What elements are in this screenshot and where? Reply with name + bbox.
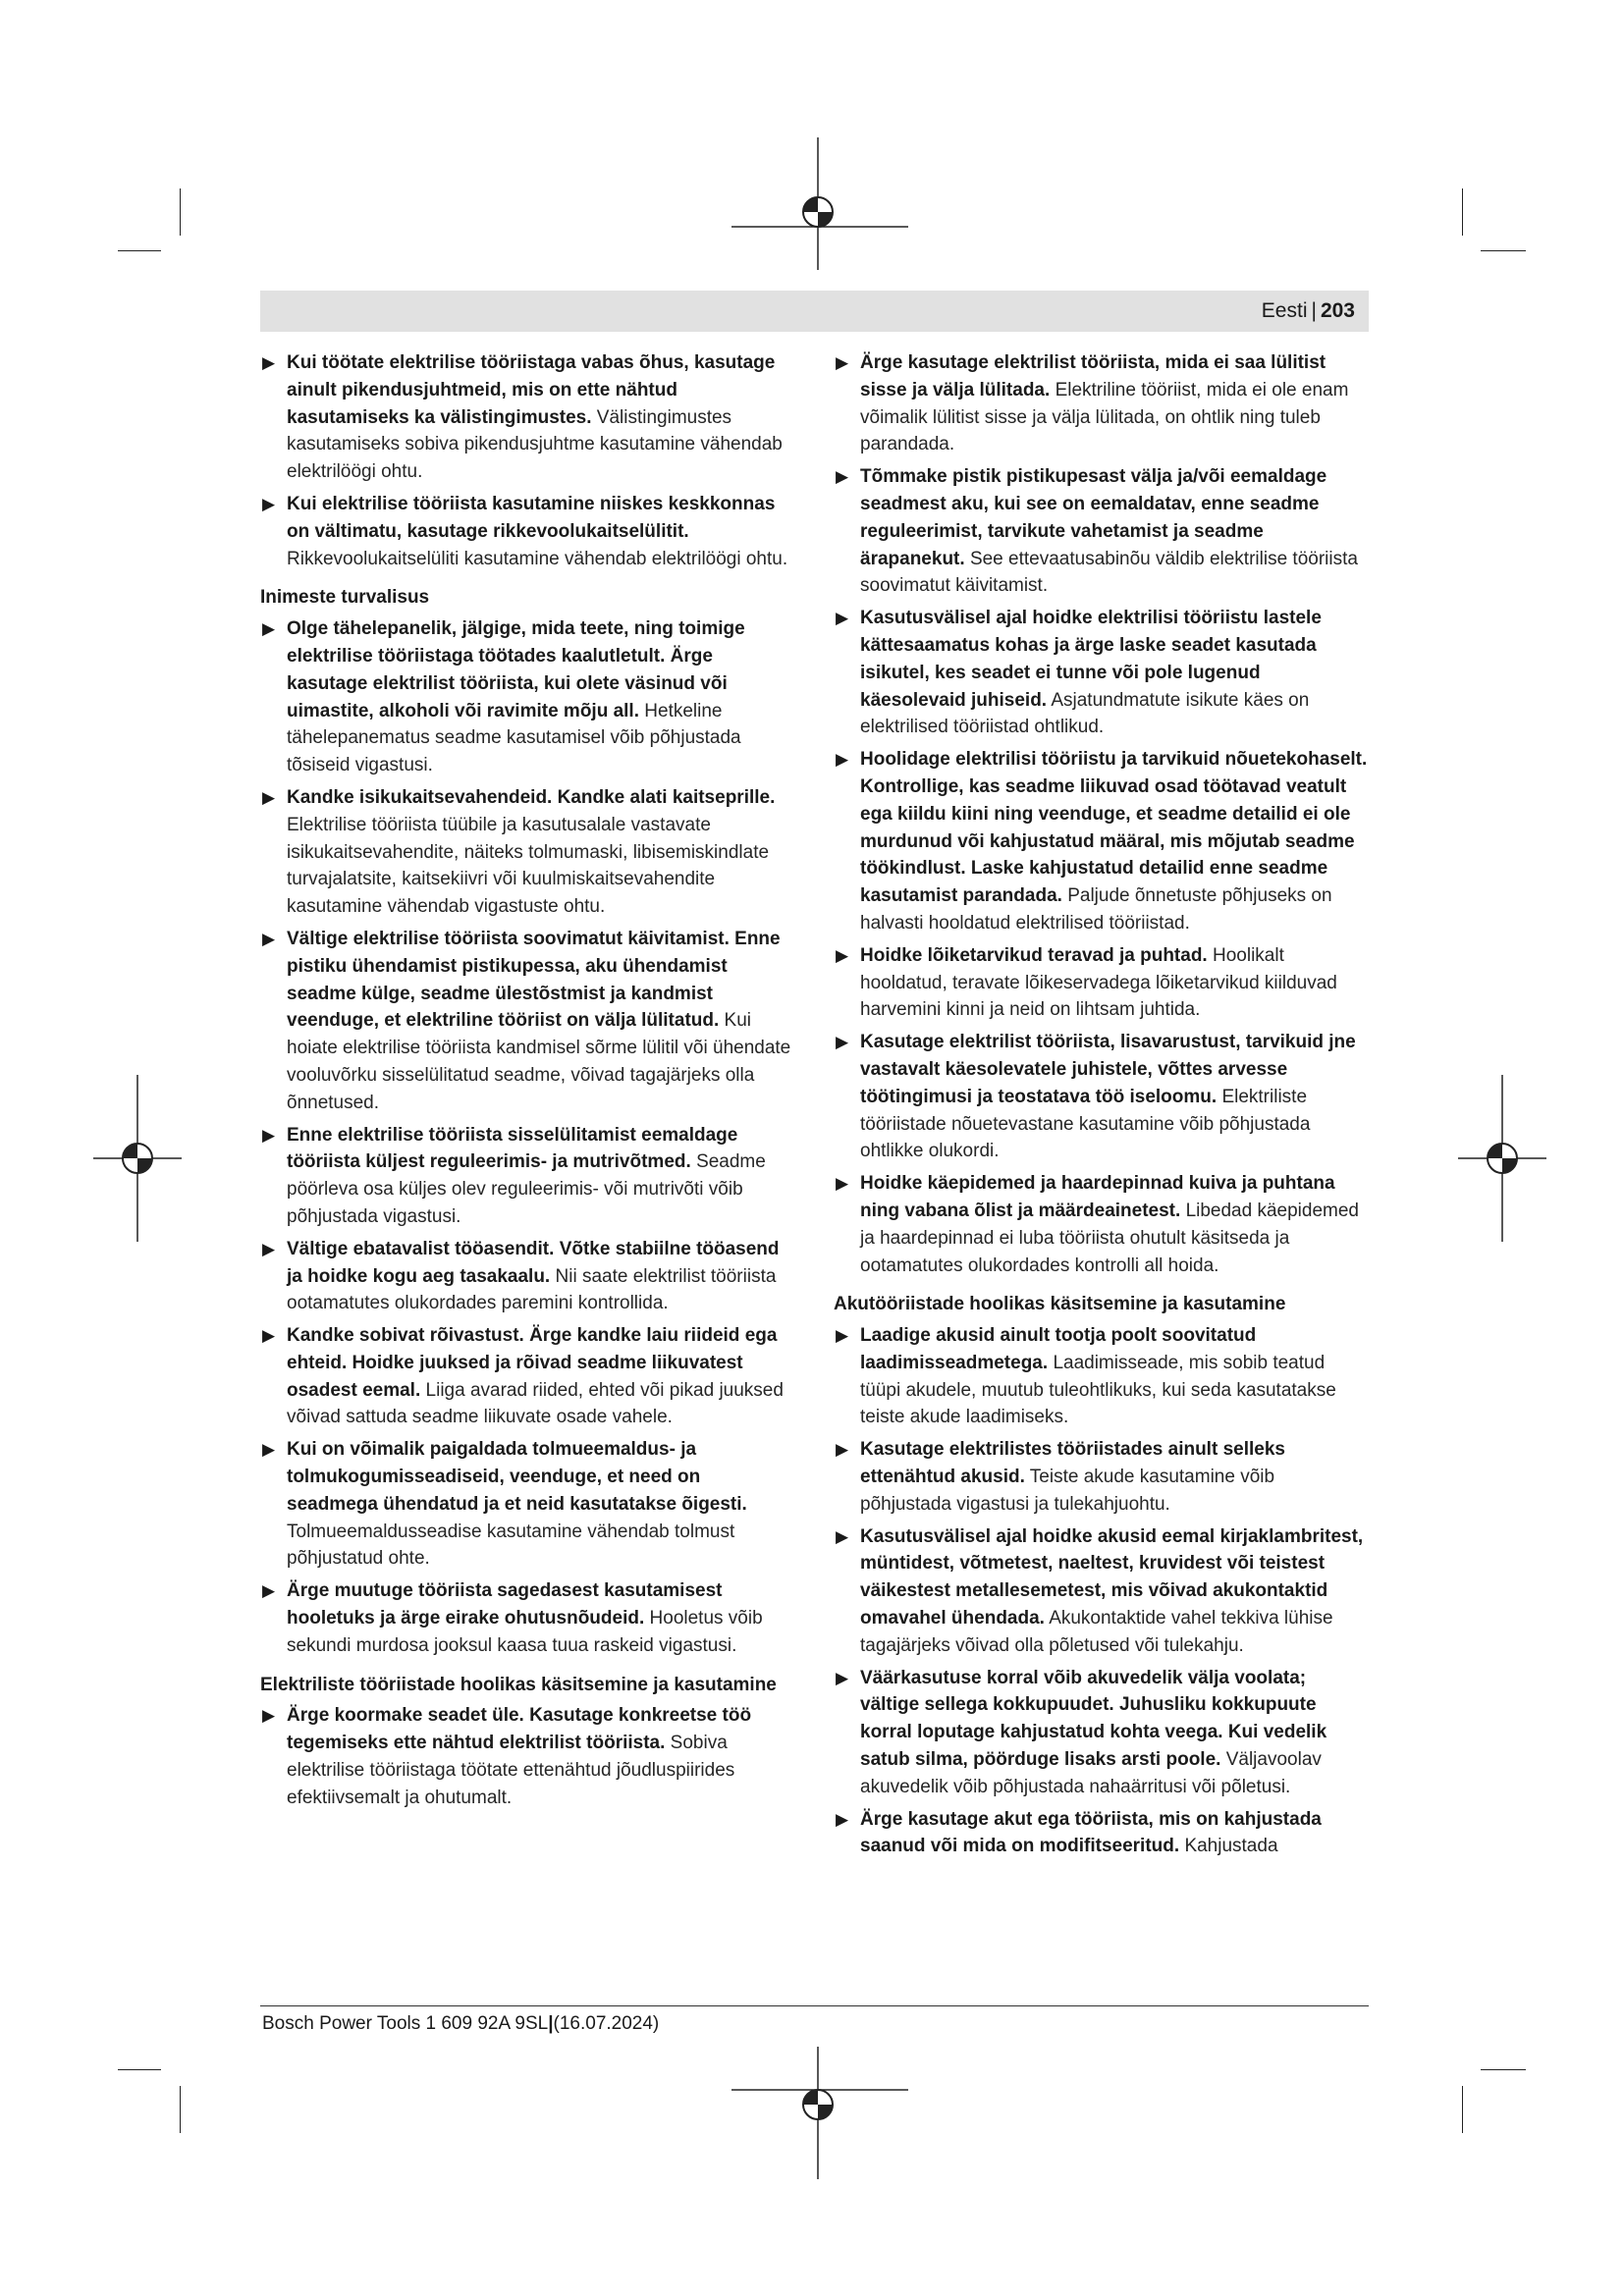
bullet-arrow-icon: ▶ [836,1326,849,1346]
bullet-list [260,615,795,1659]
safety-instruction [834,1029,1369,1165]
bullet-arrow-icon: ▶ [836,1809,849,1829]
bullet-arrow-icon: ▶ [836,1526,849,1546]
instruction-bold-text: Kasutage elektrilistes tööriistades ainult selleks ettenähtud akusid. [860,1439,1285,1488]
instruction-bold-text: Hoidke lõiketarvikud teravad ja puhtad. [860,944,1208,966]
instruction-bold-text: Ärge kasutage elektrilist tööriista, mida ei saa lülitist sisse ja välja lülitada. [860,352,1326,400]
registration-mark-bottom [731,2047,908,2179]
instruction-explanation-text: Tolmueemaldusseadise kasutamine vähendab tolmust põhjustatud ohte. [287,1521,735,1570]
instruction-bold-text: Kui töötate elektrilise tööriistaga vabas õhus, kasutage ainult pikendusjuhtmeid, mis on ette nähtud kasutamiseks ka välistingimustes. [287,352,776,428]
instruction-bold-text: Kandke isikukaitsevahendeid. Kandke alati kaitseprille. [287,786,776,808]
footer-publisher: Bosch Power Tools 1 609 92A 9SL [262,2013,549,2034]
bullet-list [260,1702,795,1811]
instruction-explanation-text: Laadimisseade, mis sobib teatud tüüpi akudele, muutub tuleohtlikuks, kui seda kasutatakse teiste akude laadimiseks. [860,1352,1336,1428]
bullet-arrow-icon: ▶ [836,1668,849,1687]
bullet-arrow-icon: ▶ [262,1706,276,1726]
instruction-explanation-text: Kui hoiate elektrilise tööriista kandmisel sõrme lülitil või ühendate vooluvõrku sisselülitatud seadme, võivad tagajärjeks olla õnnetused. [287,1010,791,1113]
instruction-bold-text: Kandke sobivat rõivastust. Ärge kandke laiu riideid ega ehteid. Hoidke juuksed ja rõivad seadme liikuvatest osadest eemal. [287,1325,778,1401]
instruction-explanation-text: Välistingimustes kasutamiseks sobiva pikendusjuhtme kasutamine vähendab elektrilöögi ohtu. [287,406,783,483]
safety-instruction [834,349,1369,458]
instruction-explanation-text: Akukontaktide vahel tekkiva lühise tagajärjeks võivad olla põletused või tulekahju. [860,1608,1333,1656]
bullet-arrow-icon: ▶ [836,1033,849,1052]
safety-instruction [260,1122,795,1231]
page-header [260,291,1369,332]
instruction-explanation-text: Asjatundmatute isikute käes on elektrilised tööriistad ohtlikud. [860,689,1310,738]
section-heading-tool-use: Elektriliste tööriistade hoolikas käsitsemine ja kasutamine [260,1674,777,1695]
instruction-bold-text: Ärge kasutage akut ega tööriista, mis on kahjustada saanud või mida on modifitseeritud. [860,1808,1322,1857]
safety-instruction [834,1806,1369,1861]
footer-rule [260,2005,1369,2006]
bullet-arrow-icon: ▶ [262,1440,276,1460]
instruction-bold-text: Laadige akusid ainult tootja poolt soovitatud laadimisseadmetega. [860,1325,1257,1373]
safety-instruction [834,1665,1369,1801]
instruction-bold-text: Kasutage elektrilist tööriista, lisavarustust, tarvikuid jne vastavalt käesolevatele juhistele, võttes arvesse töötingimusi ja teostatava töö iseloomu. [860,1032,1356,1107]
bullet-arrow-icon: ▶ [836,467,849,487]
bullet-arrow-icon: ▶ [836,1440,849,1460]
bullet-arrow-icon: ▶ [262,494,276,513]
instruction-explanation-text: Teiste akude kasutamine võib põhjustada vigastusi ja tulekahjuohtu. [860,1467,1275,1515]
instruction-bold-text: Tõmmake pistik pistikupesast välja ja/või eemaldage seadmest aku, kui see on eemaldatav, enne seadme reguleerimist, tarvikute vahetamist ja seadme ärapanekut. [860,466,1327,569]
registration-mark-left [93,1075,182,1242]
instruction-bold-text: Vältige ebatavalist tööasendit. Võtke stabiilne tööasend ja hoidke kogu aeg tasakaalu. [287,1238,780,1287]
safety-instruction [260,1577,795,1659]
safety-instruction [260,1322,795,1431]
header-separator: | [1311,299,1317,322]
instruction-explanation-text: Paljude õnnetuste põhjuseks on halvasti hooldatud elektrilised tööriistad. [860,885,1332,934]
instruction-explanation-text: Elektriline tööriist, mida ei ole enam võimalik lülitist sisse ja välja lülitada, on ohtlik ning tuleb parandada. [860,379,1349,455]
instruction-bold-text: Hoidke käepidemed ja haardepinnad kuiva ja puhtana ning vabana õlist ja määrdeainetest. [860,1173,1335,1221]
instruction-bold-text: Kui elektrilise tööriista kasutamine niiskes keskkonnas on vältimatu, kasutage rikkevoolukaitselülitit. [287,493,776,542]
bullet-arrow-icon: ▶ [262,353,276,372]
instruction-explanation-text: Hetkeline tähelepanematus seadme kasutamisel võib põhjustada tõsiseid vigastusi. [287,700,741,776]
safety-instruction [260,615,795,779]
instruction-explanation-text: Seadme pöörleva osa küljes olev reguleerimis- või mutrivõti võib põhjustada vigastusi. [287,1151,766,1227]
safety-instruction [260,784,795,921]
instruction-bold-text: Enne elektrilise tööriista sisselülitamist eemaldage tööriista küljest reguleerimis- ja mutrivõtmed. [287,1124,738,1173]
section-heading-battery-tools: Akutööriistade hoolikas käsitsemine ja kasutamine [834,1294,1286,1315]
instruction-explanation-text: Nii saate elektrilist tööriista ootamatutes olukordades paremini kontrollida. [287,1265,777,1314]
bullet-arrow-icon: ▶ [262,1125,276,1145]
footer-date: (16.07.2024) [553,2013,660,2034]
bullet-arrow-icon: ▶ [262,1239,276,1258]
safety-instruction [260,1436,795,1573]
instruction-bold-text: Ärge koormake seadet üle. Kasutage konkreetse töö tegemiseks ette nähtud elektrilist tööriista. [287,1705,752,1754]
left-column [260,349,795,1817]
safety-instruction [834,605,1369,741]
safety-instruction [260,1236,795,1317]
bullet-arrow-icon: ▶ [836,750,849,770]
bullet-arrow-icon: ▶ [262,929,276,948]
page-footer [262,2013,659,2035]
right-column [834,349,1369,1865]
instruction-bold-text: Ärge muutuge tööriista sagedasest kasutamisest hooletuks ja ärge eirake ohutusnõudeid. [287,1580,723,1629]
instruction-bold-text: Olge tähelepanelik, jälgige, mida teete, ning toimige elektrilise tööriistaga töötades kaalutletult. Ärge kasutage elektrilist tööriista, kui olete väsinud või uimastite, alkoholi või ravimite mõju all. [287,618,745,721]
safety-instruction [260,1702,795,1811]
footer-separator: | [548,2013,554,2034]
safety-instruction [834,463,1369,600]
instruction-bold-text: Kasutusvälisel ajal hoidke elektrilisi tööriistu lastele kättesaamatus kohas ja ärge laske seadet kasutada isikutel, kes seadet ei tunne või pole lugenud käesolevaid juhiseid. [860,608,1322,711]
instruction-explanation-text: Väljavoolav akuvedelik võib põhjustada nahaärritusi või põletusi. [860,1749,1322,1797]
instruction-bold-text: Hoolidage elektrilisi tööriistu ja tarvikuid nõuetekohaselt. Kontrollige, kas seadme liikuvad osad töötavad veatult ega kiildu kiini ning veenduge, et seadme detailid ei ole murdunud või kahjustatud määral, mis mõjutab seadme töökindlust. Laske kahjustatud detailid enne seadme kasutamist parandada. [860,749,1368,907]
instruction-explanation-text: Sobiva elektrilise tööriistaga töötate ettenähtud jõudluspiirides efektiivsemalt ja ohutumalt. [287,1733,735,1808]
section-heading-personal-safety: Inimeste turvalisus [260,587,430,609]
bullet-arrow-icon: ▶ [262,787,276,807]
instruction-explanation-text: Liiga avarad riided, ehted või pikad juuksed võivad sattuda seadme liikuvate osade vahele. [287,1379,784,1428]
bullet-arrow-icon: ▶ [836,609,849,628]
bullet-arrow-icon: ▶ [262,1581,276,1601]
instruction-explanation-text: Elektrilise tööriista tüübile ja kasutusalale vastavate isikukaitsevahendite, näiteks tolmumaski, libisemiskindlate turvajalatsite, kaitsekiivri või kuulmiskaitsevahendite kasutamine vähendab vigastuste ohtu. [287,814,770,918]
bullet-arrow-icon: ▶ [836,945,849,965]
bullet-list [834,349,1369,1279]
safety-instruction [834,942,1369,1024]
safety-instruction [834,1322,1369,1431]
header-language: Eesti [1261,299,1308,322]
page-number: 203 [1320,299,1355,322]
safety-instruction [260,491,795,572]
bullet-arrow-icon: ▶ [836,1174,849,1194]
safety-instruction [834,1523,1369,1660]
safety-instruction [260,926,795,1117]
safety-instruction [260,349,795,486]
bullet-arrow-icon: ▶ [262,1326,276,1346]
instruction-explanation-text: See ettevaatusabinõu väldib elektrilise tööriista soovimatut käivitamist. [860,548,1358,597]
bullet-arrow-icon: ▶ [262,619,276,639]
bullet-list [834,1322,1369,1860]
instruction-bold-text: Kui on võimalik paigaldada tolmueemaldus- ja tolmukogumisseadiseid, veenduge, et need on seadmega ühendatud ja et neid kasutatakse õigesti. [287,1439,747,1515]
safety-instruction [834,746,1369,937]
bullet-list [260,349,795,572]
instruction-bold-text: Vältige elektrilise tööriista soovimatut käivitamist. Enne pistiku ühendamist pistikupessa, aku ühendamist seadme külge, seadme ülestõstmist ja kandmist veenduge, et elektriline tööriist on välja lülitatud. [287,928,781,1032]
instruction-bold-text: Kasutusvälisel ajal hoidke akusid eemal kirjaklambritest, müntidest, võtmetest, naeltest, kruvidest või teistest väikestest metallesemetest, mis võivad akukontaktid omavahel ühendada. [860,1525,1364,1629]
registration-mark-top [731,137,908,270]
header-label [1262,299,1355,323]
instruction-explanation-text: Libedad käepidemed ja haardepinnad ei luba tööriista ohutult käsitseda ja ootamatutes olukordades kontrolli all hoida. [860,1200,1359,1276]
safety-instruction [834,1436,1369,1518]
registration-mark-right [1458,1075,1546,1242]
safety-instruction [834,1170,1369,1279]
bullet-arrow-icon: ▶ [836,353,849,372]
instruction-explanation-text: Kahjustada [1184,1836,1278,1857]
instruction-bold-text: Väärkasutuse korral võib akuvedelik välja voolata; vältige sellega kokkupuudet. Juhusliku kokkupuute korral loputage kahjustatud kohta veega. Kui vedelik satub silma, pöörduge lisaks arsti poole. [860,1667,1327,1771]
instruction-explanation-text: Elektriliste tööriistade nõuetevastane kasutamine võib põhjustada ohtlikke olukordi. [860,1086,1311,1162]
instruction-explanation-text: Hooletus võib sekundi murdosa jooksul kaasa tuua raskeid vigastusi. [287,1608,763,1656]
instruction-explanation-text: Rikkevoolukaitselüliti kasutamine vähendab elektrilöögi ohtu. [287,548,788,569]
instruction-explanation-text: Hoolikalt hooldatud, teravate lõikeservadega lõiketarvikud kiilduvad harvemini kinni ja neid on lihtsam juhtida. [860,944,1337,1021]
